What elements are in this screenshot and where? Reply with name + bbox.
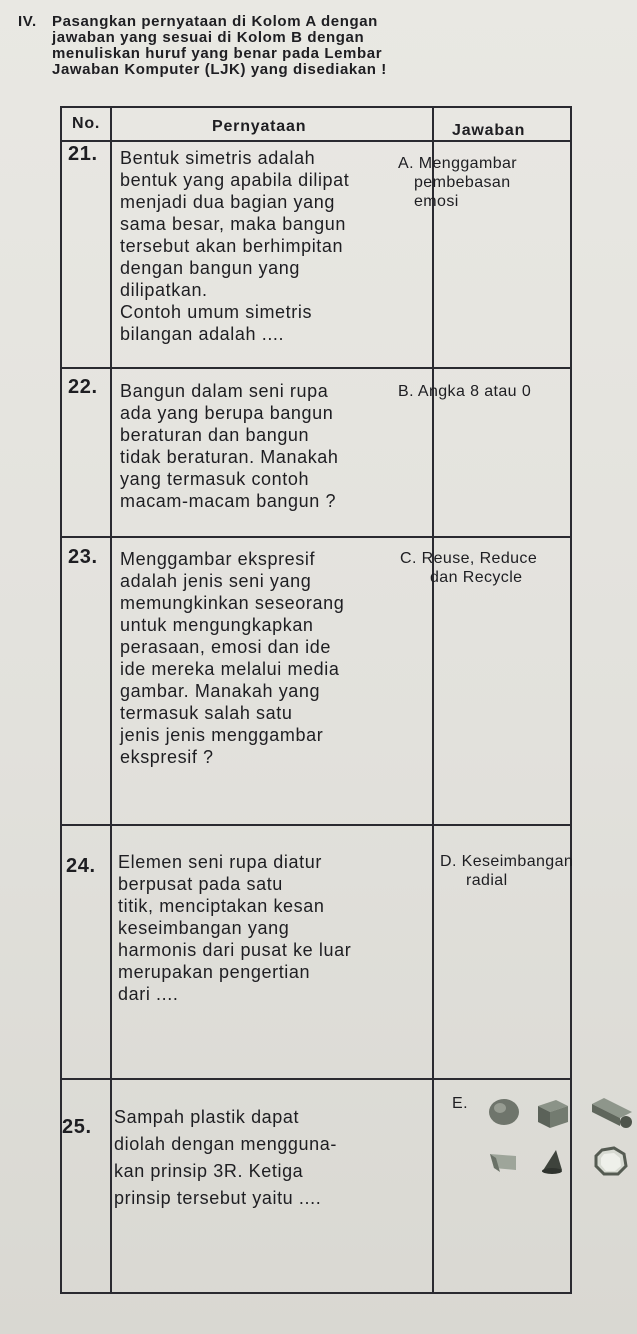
polygon-icon: [596, 1148, 626, 1174]
statement-text: [114, 1104, 337, 1212]
statement-line: beraturan dan bangun: [120, 425, 310, 445]
statement-line: ada yang berupa bangun: [120, 403, 334, 423]
statement-line: gambar. Manakah yang: [120, 681, 321, 701]
statement-line: bentuk yang apabila dilipat: [120, 170, 350, 190]
header-no: No.: [72, 115, 101, 132]
statement-line: Menggambar ekspresif: [120, 549, 316, 569]
instruction-line: menuliskan huruf yang benar pada Lembar: [52, 45, 383, 62]
statement-line: termasuk salah satu: [120, 703, 293, 723]
header-answer: Jawaban: [452, 122, 526, 139]
answer-option-d: [440, 852, 573, 890]
instruction-line: jawaban yang sesuai di Kolom B dengan: [52, 29, 365, 46]
answer-line: pembebasan: [414, 174, 511, 191]
column-divider-no: [110, 106, 112, 1294]
statement-line: Contoh umum simetris: [120, 302, 313, 322]
answer-option-e: [452, 1094, 468, 1113]
statement-line: Bangun dalam seni rupa: [120, 381, 329, 401]
statement-line: untuk mengungkapkan: [120, 615, 314, 635]
statement-line: adalah jenis seni yang: [120, 571, 312, 591]
cylinder-icon: [592, 1098, 632, 1128]
answer-shapes: [486, 1092, 634, 1178]
statement-line: berpusat pada satu: [118, 874, 283, 894]
row-number: 23.: [68, 546, 98, 568]
statement-text: [120, 147, 349, 345]
answer-line: emosi: [414, 193, 459, 210]
statement-line: titik, menciptakan kesan: [118, 896, 325, 916]
statement-line: dilipatkan.: [120, 280, 208, 300]
statement-line: jenis jenis menggambar: [120, 725, 324, 745]
answer-option-b: [398, 382, 531, 401]
answer-line: E.: [452, 1095, 468, 1112]
statement-text: [120, 380, 339, 512]
row-divider: [60, 1078, 572, 1080]
statement-line: keseimbangan yang: [118, 918, 290, 938]
statement-line: ekspresif ?: [120, 747, 214, 767]
statement-line: dengan bangun yang: [120, 258, 300, 278]
statement-line: Elemen seni rupa diatur: [118, 852, 322, 872]
header-statement: Pernyataan: [212, 118, 307, 135]
statement-text: [118, 851, 351, 1005]
statement-line: memungkinkan seseorang: [120, 593, 345, 613]
statement-line: Bentuk simetris adalah: [120, 148, 316, 168]
row-number: 25.: [62, 1116, 92, 1138]
answer-line: radial: [466, 872, 508, 889]
instruction-line: Jawaban Komputer (LJK) yang disediakan !: [52, 61, 387, 78]
answer-option-c: [400, 549, 537, 587]
statement-line: yang termasuk contoh: [120, 469, 310, 489]
row-divider: [60, 824, 572, 826]
row-divider: [60, 367, 572, 369]
answer-line: C. Reuse, Reduce: [400, 550, 538, 567]
cube-icon: [538, 1100, 568, 1128]
statement-line: bilangan adalah ....: [120, 324, 285, 344]
instruction-line: Pasangkan pernyataan di Kolom A dengan: [52, 13, 378, 30]
answer-line: dan Recycle: [430, 569, 523, 586]
answer-option-a: [398, 154, 517, 211]
statement-line: macam-macam bangun ?: [120, 491, 337, 511]
section-number: IV.: [18, 13, 37, 30]
row-number: 21.: [68, 143, 98, 165]
statement-line: prinsip tersebut yaitu ....: [114, 1188, 322, 1208]
section-instructions: [52, 14, 628, 78]
section-heading: [18, 14, 628, 78]
answer-line: D. Keseimbangan: [440, 853, 574, 870]
statement-line: perasaan, emosi dan ide: [120, 637, 331, 657]
answer-line: A. Menggambar: [398, 155, 518, 172]
statement-line: tidak beraturan. Manakah: [120, 447, 339, 467]
statement-line: diolah dengan mengguna-: [114, 1134, 337, 1154]
prism-icon: [490, 1154, 516, 1172]
column-divider-statement: [432, 106, 434, 1294]
statement-line: sama besar, maka bangun: [120, 214, 346, 234]
table-border-bottom: [60, 1292, 572, 1294]
row-divider: [60, 536, 572, 538]
statement-line: dari ....: [118, 984, 179, 1004]
statement-line: menjadi dua bagian yang: [120, 192, 335, 212]
statement-line: merupakan pengertian: [118, 962, 311, 982]
statement-line: ide mereka melalui media: [120, 659, 340, 679]
statement-line: harmonis dari pusat ke luar: [118, 940, 352, 960]
sphere-icon: [489, 1099, 519, 1125]
cone-icon: [542, 1150, 562, 1174]
table-border-top: [60, 106, 572, 108]
answer-line: B. Angka 8 atau 0: [398, 383, 532, 400]
statement-text: [120, 548, 344, 768]
statement-line: kan prinsip 3R. Ketiga: [114, 1161, 304, 1181]
row-number: 22.: [68, 376, 98, 398]
statement-line: Sampah plastik dapat: [114, 1107, 300, 1127]
statement-line: tersebut akan berhimpitan: [120, 236, 344, 256]
row-number: 24.: [66, 855, 96, 877]
